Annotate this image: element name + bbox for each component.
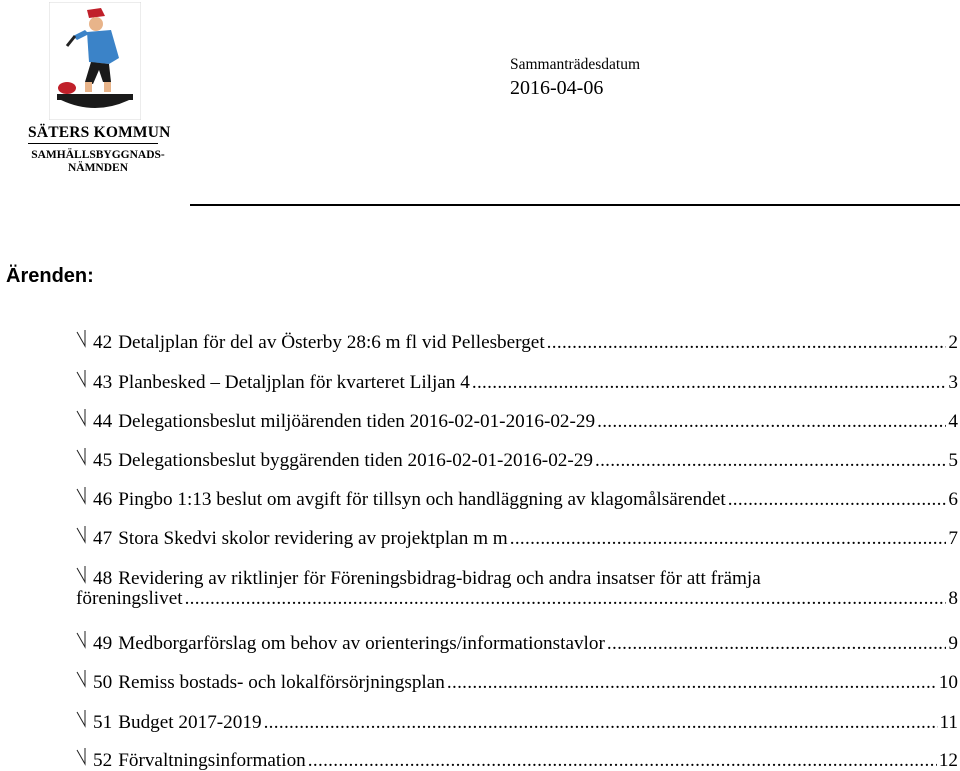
toc-item-number: 46	[93, 489, 113, 510]
toc-item-title: Remiss bostads- och lokalförsörjningsplan	[118, 672, 445, 693]
toc-leader-dots	[308, 751, 937, 771]
toc-tick-icon	[76, 444, 90, 466]
toc-leader-dots	[185, 589, 947, 609]
toc-tick-icon	[76, 562, 90, 584]
toc-item[interactable]	[76, 706, 958, 733]
toc-item-title: Planbesked – Detaljplan för kvarteret Liljan 4	[118, 372, 470, 393]
toc-item-page: 10	[938, 672, 958, 693]
toc-leader-dots	[472, 373, 947, 393]
toc-leader-dots	[595, 451, 946, 471]
toc-item-page: 11	[939, 712, 958, 733]
toc-item-title: Delegationsbeslut miljöärenden tiden 2016-02-01-2016-02-29	[118, 411, 596, 432]
toc-tick-icon	[76, 666, 90, 688]
toc-item[interactable]	[76, 522, 958, 549]
toc-item-page: 3	[948, 372, 958, 393]
toc-tick-icon	[76, 326, 90, 348]
meeting-date-value: 2016-04-06	[510, 77, 604, 99]
coat-of-arms-logo	[49, 2, 141, 120]
toc-item[interactable]	[76, 405, 958, 432]
toc-leader-dots	[264, 713, 938, 733]
toc-item-title: Pingbo 1:13 beslut om avgift för tillsyn och handläggning av klagomålsärendet	[118, 489, 726, 510]
toc-item-page: 9	[948, 633, 958, 654]
toc-item-number: 45	[93, 450, 113, 471]
toc-item-number: 43	[93, 372, 113, 393]
toc-item-number: 52	[93, 750, 113, 771]
toc-leader-dots	[728, 490, 947, 510]
toc-item-page: 6	[948, 489, 958, 510]
toc-item-page: 2	[948, 332, 958, 353]
organization-subtitle-line1: SAMHÄLLSBYGGNADS-	[31, 149, 165, 161]
toc-item-number: 42	[93, 332, 113, 353]
toc-item[interactable]	[76, 366, 958, 393]
toc-leader-dots	[547, 333, 947, 353]
toc-leader-dots	[510, 529, 947, 549]
toc-item-number: 51	[93, 712, 113, 733]
toc-item-number: 50	[93, 672, 113, 693]
toc-item-number: 44	[93, 411, 113, 432]
toc-item-title: Förvaltningsinformation	[118, 750, 306, 771]
meeting-date-label: Sammanträdesdatum	[510, 56, 640, 73]
toc-item[interactable]	[76, 444, 958, 471]
toc-item-number: 48	[93, 568, 113, 589]
toc-item-page: 4	[948, 411, 958, 432]
toc-item[interactable]	[76, 562, 958, 609]
organization-subtitle-line2: NÄMNDEN	[67, 162, 129, 174]
toc-tick-icon	[76, 405, 90, 427]
toc-tick-icon	[76, 522, 90, 544]
toc-item[interactable]	[76, 483, 958, 510]
toc-leader-dots	[597, 412, 946, 432]
organization-divider	[28, 143, 158, 144]
toc-item-title: Detaljplan för del av Österby 28:6 m fl vid Pellesberget	[118, 332, 545, 353]
organization-name: SÄTERS KOMMUN	[28, 124, 171, 141]
toc-item-page: 8	[948, 588, 958, 609]
toc-item[interactable]	[76, 627, 958, 654]
toc-item-page: 7	[948, 528, 958, 549]
toc-item-page: 12	[938, 750, 958, 771]
toc-tick-icon	[76, 706, 90, 728]
toc-tick-icon	[76, 627, 90, 649]
toc-item-title: Medborgarförslag om behov av orienterings/informationstavlor	[118, 633, 605, 654]
section-heading: Ärenden:	[6, 265, 94, 287]
toc-tick-icon	[76, 366, 90, 388]
header-divider	[190, 204, 960, 206]
toc-item-title: Revidering av riktlinjer för Föreningsbidrag-bidrag och andra insatser för att främja	[118, 568, 761, 589]
toc-item-title: Delegationsbeslut byggärenden tiden 2016-02-01-2016-02-29	[118, 450, 593, 471]
toc-item-page: 5	[948, 450, 958, 471]
toc-item-title: Stora Skedvi skolor revidering av projektplan m m	[118, 528, 508, 549]
toc-tick-icon	[76, 483, 90, 505]
toc-item-number: 47	[93, 528, 113, 549]
toc-item-title: Budget 2017-2019	[118, 712, 262, 733]
toc-tick-icon	[76, 744, 90, 766]
toc-leader-dots	[447, 673, 937, 693]
toc-item[interactable]	[76, 326, 958, 353]
toc-leader-dots	[607, 634, 947, 654]
toc-item[interactable]	[76, 744, 958, 771]
organization-subtitle	[28, 149, 168, 175]
toc-item-number: 49	[93, 633, 113, 654]
toc-item[interactable]	[76, 666, 958, 693]
toc-item-title-continued: föreningslivet	[76, 588, 183, 609]
